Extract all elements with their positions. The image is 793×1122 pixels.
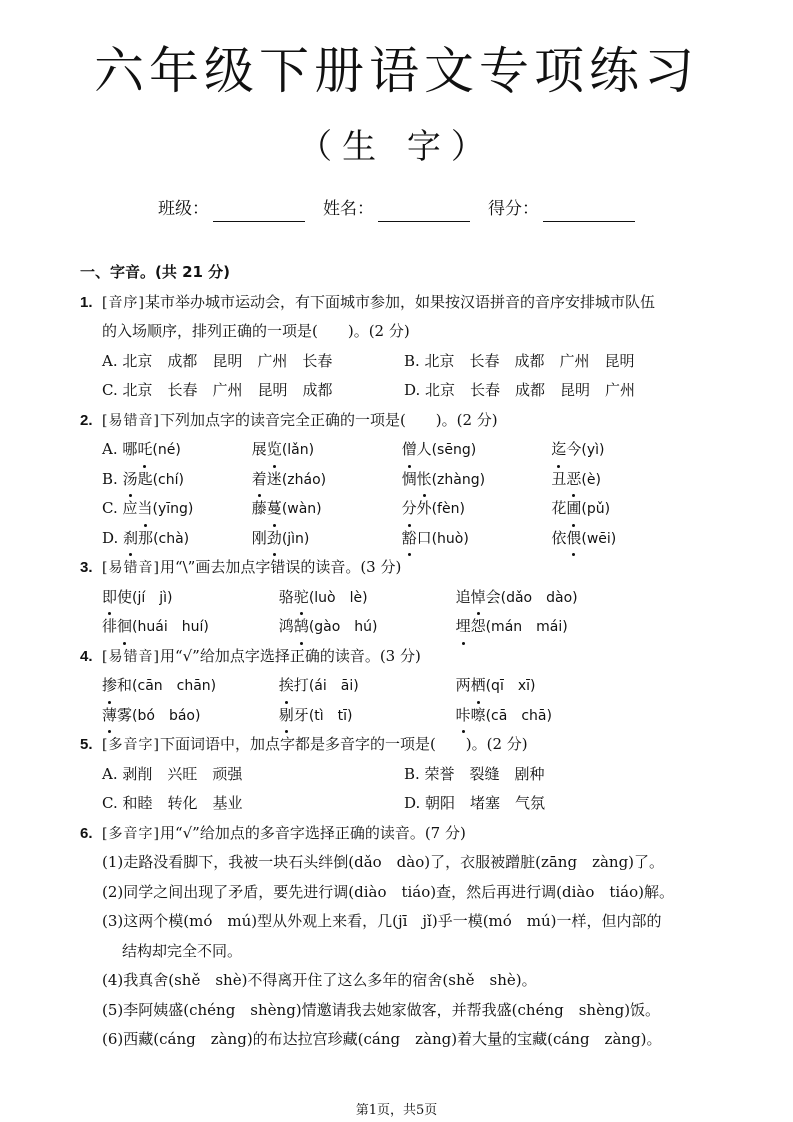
question-4 xyxy=(80,642,740,672)
word-item xyxy=(551,435,696,466)
option-c[interactable]: C. 北京 长春 广州 昆明 成都 xyxy=(102,381,333,399)
word-item xyxy=(456,583,628,614)
word-item xyxy=(402,465,547,496)
pinyin-choices[interactable]: (gào hú) xyxy=(308,619,378,635)
page-title: 六年级下册语文专项练习 xyxy=(94,42,699,100)
word-char: 嚓 xyxy=(470,705,486,724)
word-item xyxy=(551,524,696,555)
word-item xyxy=(102,583,274,614)
q4-row-2 xyxy=(80,701,740,731)
q2-row-c xyxy=(80,494,740,524)
word-char: 哪 xyxy=(122,440,138,458)
word-item xyxy=(252,494,397,525)
pinyin: (né) xyxy=(152,442,181,458)
pinyin-choices[interactable]: (dǎo dào) xyxy=(500,589,578,606)
dotted-char: 怅 xyxy=(417,465,432,495)
q3-row-1 xyxy=(80,583,740,613)
word-char: 和 xyxy=(117,676,133,694)
dotted-char: 僧 xyxy=(402,435,417,465)
option-d[interactable]: D. 北京 长春 成都 昆明 广州 xyxy=(404,381,636,399)
name-field xyxy=(323,196,470,222)
option-a[interactable]: A. 剥削 兴旺 顽强 xyxy=(102,764,243,783)
word-char: 外 xyxy=(416,499,432,517)
word-char: 打 xyxy=(293,676,309,694)
question-text: 下列加点字的读音完全正确的一项是( )。(2 分) xyxy=(159,410,498,429)
dotted-char: 迄 xyxy=(551,435,566,465)
dotted-char: 刹 xyxy=(123,524,138,554)
name-blank[interactable] xyxy=(378,203,470,222)
word-item xyxy=(279,701,451,732)
word-item xyxy=(102,435,247,466)
q2-row-b xyxy=(80,465,740,495)
word-char: 惆 xyxy=(401,469,417,488)
word-item xyxy=(102,671,274,702)
word-char: 怨 xyxy=(470,617,486,635)
student-info-row xyxy=(0,196,793,222)
pinyin-choices[interactable]: (cān chān) xyxy=(132,678,217,694)
question-text: 用“\”画去加点字错误的读音。(3 分) xyxy=(159,558,402,576)
question-tag: [易错音] xyxy=(102,560,160,576)
pinyin-choices[interactable]: (luò lè) xyxy=(308,589,368,606)
dotted-char: 掺 xyxy=(102,671,117,701)
dotted-char: 剔 xyxy=(279,701,294,731)
class-label: 班级： xyxy=(158,199,209,219)
pinyin: (zhàng) xyxy=(431,471,486,488)
word-char: 那 xyxy=(138,528,154,547)
q2-row-a xyxy=(80,435,740,465)
q6-item-5: (5)李阿姨盛(chéng shèng)情邀请我去她家做客，并帮我盛(chéng shèng)饭。 xyxy=(102,1000,661,1019)
word-item xyxy=(456,701,628,732)
word-char: 骆 xyxy=(278,587,294,606)
pinyin-choices[interactable]: (bó báo) xyxy=(132,707,201,724)
pinyin-choices[interactable]: (qī xī) xyxy=(485,678,536,694)
option-b[interactable]: B. 北京 长春 成都 广州 昆明 xyxy=(404,351,635,370)
dotted-char: 埋 xyxy=(456,612,471,642)
word-char: 匙 xyxy=(137,469,153,488)
worksheet-content xyxy=(80,258,740,1055)
dotted-char: 吒 xyxy=(137,435,152,465)
section-title: 一、字音。(共 21 分) xyxy=(80,263,231,281)
dotted-char: 汤 xyxy=(123,465,138,495)
pinyin: (jìn) xyxy=(281,530,310,547)
word-item xyxy=(102,465,247,496)
question-tag: [易错音] xyxy=(102,648,160,665)
question-text: 用“√”给加点的多音字选择正确的读音。(7 分) xyxy=(159,823,466,842)
word-item xyxy=(102,612,274,643)
dotted-char: 览 xyxy=(267,435,282,465)
page-footer: 第1页，共5页 xyxy=(355,1103,438,1118)
word-item xyxy=(252,435,397,466)
word-item xyxy=(279,583,451,614)
score-blank[interactable] xyxy=(543,203,635,222)
dotted-char: 徊 xyxy=(117,612,132,642)
option-letter: C. xyxy=(102,499,123,517)
dotted-char: 栖 xyxy=(471,671,486,701)
word-item xyxy=(252,465,397,496)
question-number: 6. xyxy=(80,824,93,842)
question-5 xyxy=(80,730,740,760)
score-field xyxy=(488,196,635,222)
word-item xyxy=(402,435,547,466)
dotted-char: 挨 xyxy=(279,671,294,701)
option-b[interactable]: B. 荣誉 裂缝 剧种 xyxy=(404,764,545,783)
question-number: 4. xyxy=(80,647,93,665)
word-item xyxy=(102,524,247,555)
q6-item-6: (6)西藏(cáng zàng)的布达拉宫珍藏(cáng zàng)着大量的宝藏(cáng zàng)。 xyxy=(102,1030,662,1048)
word-char: 迷 xyxy=(266,469,282,488)
dotted-char: 豁 xyxy=(402,524,417,554)
pinyin: (fèn) xyxy=(431,501,465,517)
dotted-char: 恶 xyxy=(566,465,581,495)
q6-item-3: (3)这两个模(mó mú)型从外观上来看，几(jī jǐ)乎一模(mó mú)一样，但内部的 xyxy=(102,912,662,930)
pinyin: (pǔ) xyxy=(581,501,611,517)
pinyin: (huò) xyxy=(431,530,469,547)
word-char: 两 xyxy=(455,676,471,694)
word-item xyxy=(402,494,547,525)
dotted-char: 即 xyxy=(102,583,117,613)
q6-item-4: (4)我真舍(shě shè)不得离开住了这么多年的宿舍(shě shè)。 xyxy=(102,971,537,989)
word-char: 雾 xyxy=(117,705,133,724)
pinyin-choices[interactable]: (jí jì) xyxy=(132,589,173,606)
question-number: 1. xyxy=(80,293,93,311)
q6-item-2: (2)同学之间出现了矛盾，要先进行调(diào tiáo)查，然后再进行调(diào tiáo)解。 xyxy=(102,882,675,901)
word-char: 应 xyxy=(122,499,138,517)
pinyin: (zháo) xyxy=(281,471,327,488)
pinyin: (wēi) xyxy=(581,530,617,547)
question-6 xyxy=(80,819,740,849)
pinyin-choices[interactable]: (mán mái) xyxy=(485,619,568,635)
word-item xyxy=(551,494,696,525)
word-char: 人 xyxy=(416,440,432,458)
option-a[interactable]: A. 北京 成都 昆明 广州 长春 xyxy=(102,351,333,370)
question-number: 5. xyxy=(80,736,93,753)
pinyin-choices[interactable]: (ái āi) xyxy=(308,678,359,694)
word-item xyxy=(279,671,451,702)
q2-row-d xyxy=(80,524,740,554)
pinyin-choices[interactable]: (tì tī) xyxy=(308,707,353,724)
options-row xyxy=(80,347,740,377)
pinyin: (chà) xyxy=(153,530,190,547)
dotted-char: 分 xyxy=(402,494,417,524)
dotted-char: 偎 xyxy=(566,524,581,554)
dotted-char: 鹄 xyxy=(294,612,309,642)
options-row xyxy=(80,789,740,819)
q6-item-1: (1)走路没看脚下，我被一块石头绊倒(dǎo dào)了，衣服被蹭脏(zāng zàng)了。 xyxy=(102,853,665,871)
word-item xyxy=(456,612,628,643)
question-tag: [音序] xyxy=(102,294,145,311)
pinyin: (è) xyxy=(581,471,601,488)
dotted-char: 驼 xyxy=(294,583,309,613)
word-char: 口 xyxy=(416,528,432,547)
pinyin: (yì) xyxy=(581,442,605,458)
options-row xyxy=(80,376,740,406)
question-tag: [多音字] xyxy=(102,737,160,753)
question-text: 用“√”给加点字选择正确的读音。(3 分) xyxy=(159,646,421,665)
question-tag: [多音字] xyxy=(102,825,160,842)
question-tag: [易错音] xyxy=(102,412,160,429)
option-letter: D. xyxy=(102,528,124,547)
word-char: 使 xyxy=(117,587,133,606)
question-1 xyxy=(80,288,740,318)
word-char: 会 xyxy=(485,587,501,606)
word-item xyxy=(252,524,397,555)
word-char: 刚 xyxy=(251,528,267,547)
pinyin: (yīng) xyxy=(152,501,194,517)
word-char: 依 xyxy=(551,528,567,547)
dotted-char: 悼 xyxy=(471,583,486,613)
question-3 xyxy=(80,553,740,583)
option-d[interactable]: D. 朝阳 堵塞 气氛 xyxy=(404,794,546,812)
q6-item-3-cont: 结构却完全不同。 xyxy=(122,941,243,960)
word-char: 花 xyxy=(551,499,567,517)
dotted-char: 劲 xyxy=(267,524,282,554)
pinyin-choices[interactable]: (cā chā) xyxy=(485,707,552,724)
options-row xyxy=(80,760,740,790)
question-number: 2. xyxy=(80,411,93,429)
word-char: 鸿 xyxy=(278,617,294,635)
q4-row-1 xyxy=(80,671,740,701)
dotted-char: 当 xyxy=(138,494,153,524)
dotted-char: 咔 xyxy=(456,701,471,731)
pinyin: (lǎn) xyxy=(281,442,315,458)
word-item xyxy=(402,524,547,555)
page-subtitle: （生 字） xyxy=(298,127,495,167)
pinyin: (chí) xyxy=(152,471,184,488)
pinyin: (sēng) xyxy=(431,442,477,458)
score-label: 得分： xyxy=(488,199,539,219)
pinyin: (wàn) xyxy=(281,501,322,517)
word-item xyxy=(551,465,696,496)
option-letter: B. xyxy=(102,469,123,488)
dotted-char: 着 xyxy=(252,465,267,495)
word-item xyxy=(456,671,628,702)
word-char: 徘 xyxy=(102,617,118,635)
word-item xyxy=(102,701,274,732)
word-char: 牙 xyxy=(293,705,309,724)
question-1-cont: 的入场顺序，排列正确的一项是( )。(2 分) xyxy=(102,322,410,340)
word-char: 丑 xyxy=(551,469,567,488)
class-blank[interactable] xyxy=(213,203,305,222)
question-text: 下面词语中，加点字都是多音字的一项是( )。(2 分) xyxy=(159,735,528,753)
word-char: 藤 xyxy=(251,499,267,517)
word-item xyxy=(102,494,247,525)
word-char: 展 xyxy=(251,440,267,458)
dotted-char: 圃 xyxy=(566,494,581,524)
question-text: 某市举办城市运动会，有下面城市参加，如果按汉语拼音的音序安排城市队伍 xyxy=(144,292,655,311)
word-char: 追 xyxy=(455,587,471,606)
word-item xyxy=(279,612,451,643)
question-number: 3. xyxy=(80,559,93,576)
word-char: 今 xyxy=(566,440,582,458)
option-c[interactable]: C. 和睦 转化 基业 xyxy=(102,794,243,812)
option-letter: A. xyxy=(102,440,123,458)
name-label: 姓名： xyxy=(323,199,374,219)
q3-row-2 xyxy=(80,612,740,642)
pinyin-choices[interactable]: (huái huí) xyxy=(132,619,209,635)
dotted-char: 蔓 xyxy=(267,494,282,524)
dotted-char: 薄 xyxy=(102,701,117,731)
class-field xyxy=(158,196,305,222)
question-2 xyxy=(80,406,740,436)
